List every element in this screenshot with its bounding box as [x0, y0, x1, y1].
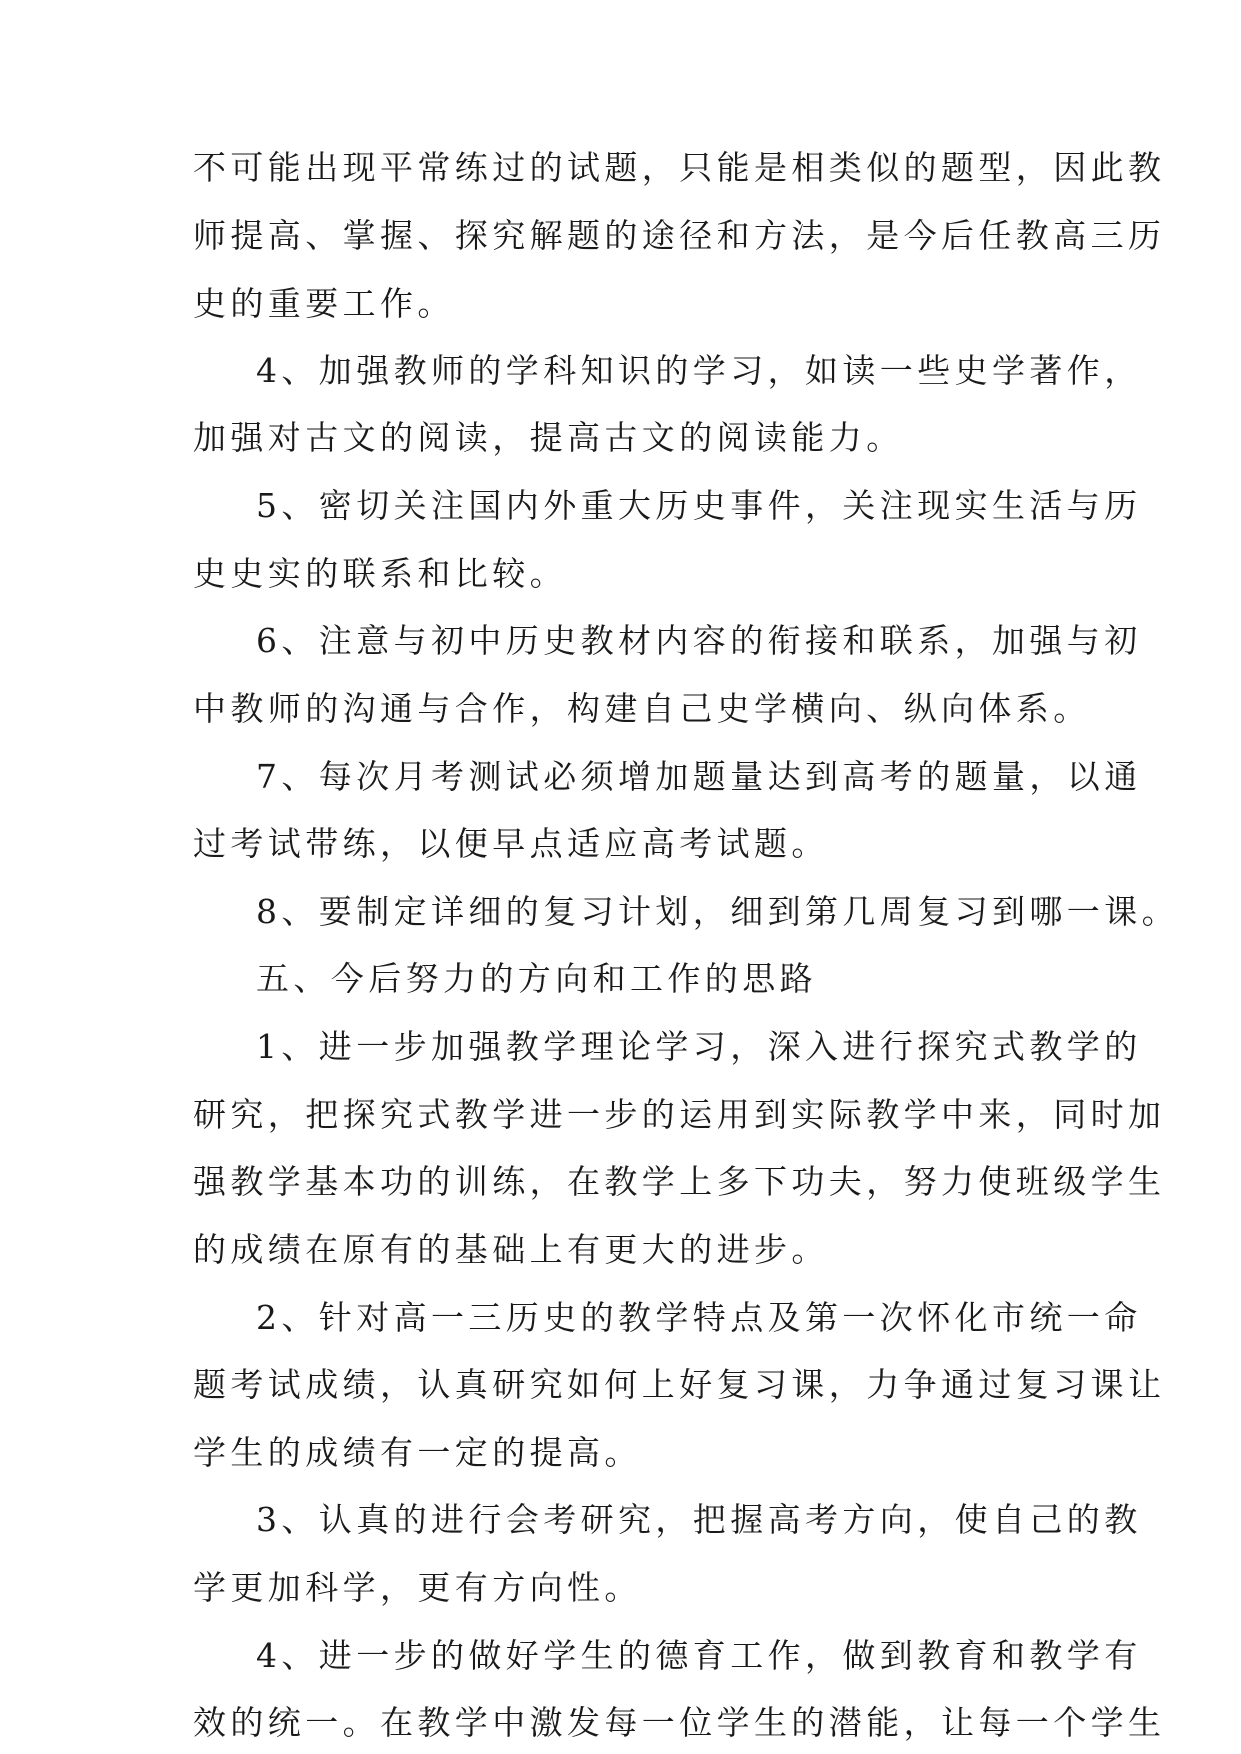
paragraph-start-line: 8、要制定详细的复习计划，细到第几周复习到哪一课。	[256, 892, 1179, 931]
paragraph-start-line: 4、加强教师的学科知识的学习，如读一些史学著作，	[256, 351, 1142, 390]
text-line: 中教师的沟通与合作，构建自己史学横向、纵向体系。	[193, 689, 1091, 728]
paragraph-start-line: 6、注意与初中历史教材内容的衔接和联系，加强与初	[256, 621, 1142, 660]
text-line: 效的统一。在教学中激发每一位学生的潜能，让每一个学生	[193, 1703, 1166, 1742]
text-line: 师提高、掌握、探究解题的途径和方法，是今后任教高三历	[193, 216, 1166, 255]
paragraph-start-line: 3、认真的进行会考研究，把握高考方向，使自己的教	[256, 1500, 1142, 1539]
text-line: 题考试成绩，认真研究如何上好复习课，力争通过复习课让	[193, 1365, 1166, 1404]
text-line: 不可能出现平常练过的试题，只能是相类似的题型，因此教	[193, 148, 1166, 187]
paragraph-start-line: 7、每次月考测试必须增加题量达到高考的题量，以通	[256, 757, 1142, 796]
text-line: 加强对古文的阅读，提高古文的阅读能力。	[193, 418, 904, 457]
text-line: 强教学基本功的训练，在教学上多下功夫，努力使班级学生	[193, 1162, 1166, 1201]
paragraph-start-line: 5、密切关注国内外重大历史事件，关注现实生活与历	[256, 486, 1142, 525]
section-heading: 五、今后努力的方向和工作的思路	[256, 959, 817, 998]
text-line: 学生的成绩有一定的提高。	[193, 1433, 642, 1472]
text-line: 史的重要工作。	[193, 284, 455, 323]
paragraph-start-line: 2、针对高一三历史的教学特点及第一次怀化市统一命	[256, 1298, 1142, 1337]
text-line: 研究，把探究式教学进一步的运用到实际教学中来，同时加	[193, 1095, 1166, 1134]
text-line: 的成绩在原有的基础上有更大的进步。	[193, 1230, 829, 1269]
text-line: 学更加科学，更有方向性。	[193, 1568, 642, 1607]
paragraph-start-line: 1、进一步加强教学理论学习，深入进行探究式教学的	[256, 1027, 1142, 1066]
text-line: 过考试带练，以便早点适应高考试题。	[193, 824, 829, 863]
text-line: 史史实的联系和比较。	[193, 554, 567, 593]
paragraph-start-line: 4、进一步的做好学生的德育工作，做到教育和教学有	[256, 1636, 1142, 1675]
